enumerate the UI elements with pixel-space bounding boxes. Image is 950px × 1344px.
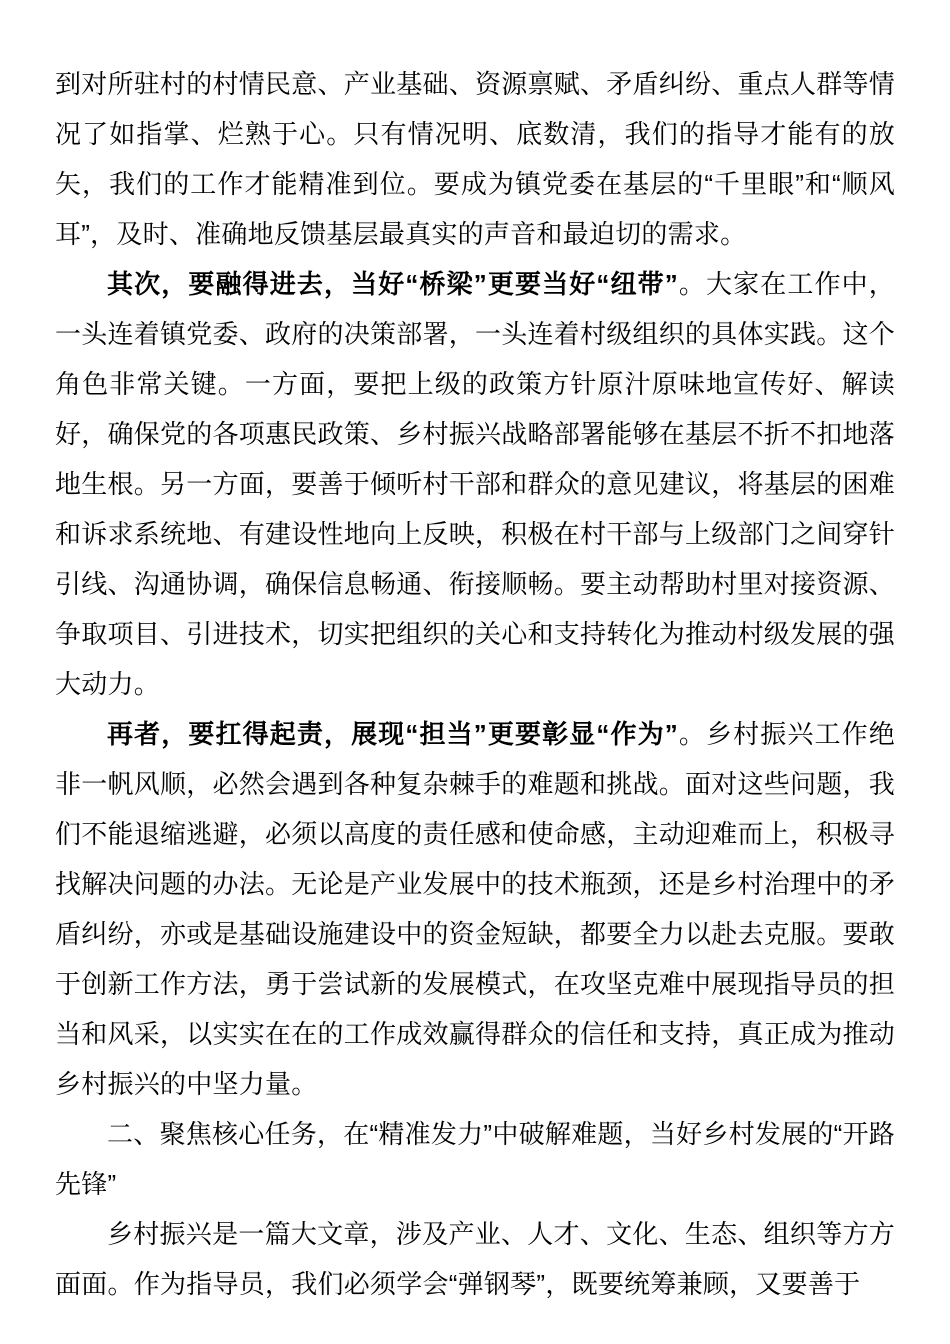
paragraph-section-2-intro	[55, 1209, 895, 1309]
paragraph-secondly	[55, 259, 895, 709]
paragraph-furthermore	[55, 709, 895, 1109]
heading-text: 二、聚焦核心任务，在“精准发力”中破解难题，当好乡村发展的“开路先锋”	[55, 1119, 895, 1199]
paragraph-text: 到对所驻村的村情民意、产业基础、资源禀赋、矛盾纠纷、重点人群等情况了如指掌、烂熟于心。只有情况明、底数清，我们的指导才能有的放矢，我们的工作才能精准到位。要成为镇党委在基层的“千里眼”和“顺风耳”，及时、准确地反馈基层最真实的声音和最迫切的需求。	[55, 69, 896, 249]
paragraph-bold-lead: 再者，要扛得起责，展现“担当”更要彰显“作为”	[107, 719, 678, 749]
paragraph-text: 。大家在工作中，一头连着镇党委、政府的决策部署，一头连着村级组织的具体实践。这个角色非常关键。一方面，要把上级的政策方针原汁原味地宣传好、解读好，确保党的各项惠民政策、乡村振兴战略部署能够在基层不折不扣地落地生根。另一方面，要善于倾听村干部和群众的意见建议，将基层的困难和诉求系统地、有建设性地向上反映，积极在村干部与上级部门之间穿针引线、沟通协调，确保信息畅通、衔接顺畅。要主动帮助村里对接资源、争取项目、引进技术，切实把组织的关心和支持转化为推动村级发展的强大动力。	[55, 269, 896, 699]
paragraph-text: 。乡村振兴工作绝非一帆风顺，必然会遇到各种复杂棘手的难题和挑战。面对这些问题，我们不能退缩逃避，必须以高度的责任感和使命感，主动迎难而上，积极寻找解决问题的办法。无论是产业发展中的技术瓶颈，还是乡村治理中的矛盾纠纷，亦或是基础设施建设中的资金短缺，都要全力以赴去克服。要敢于创新工作方法，勇于尝试新的发展模式，在攻坚克难中展现指导员的担当和风采，以实实在在的工作成效赢得群众的信任和支持，真正成为推动乡村振兴的中坚力量。	[55, 719, 896, 1099]
paragraph-text: 乡村振兴是一篇大文章，涉及产业、人才、文化、生态、组织等方方面面。作为指导员，我们必须学会“弹钢琴”，既要统筹兼顾，又要善于	[55, 1219, 895, 1299]
section-2-heading	[55, 1109, 895, 1209]
paragraph-continuation	[55, 59, 895, 259]
paragraph-bold-lead: 其次，要融得进去，当好“桥梁”更要当好“纽带”	[107, 269, 678, 299]
